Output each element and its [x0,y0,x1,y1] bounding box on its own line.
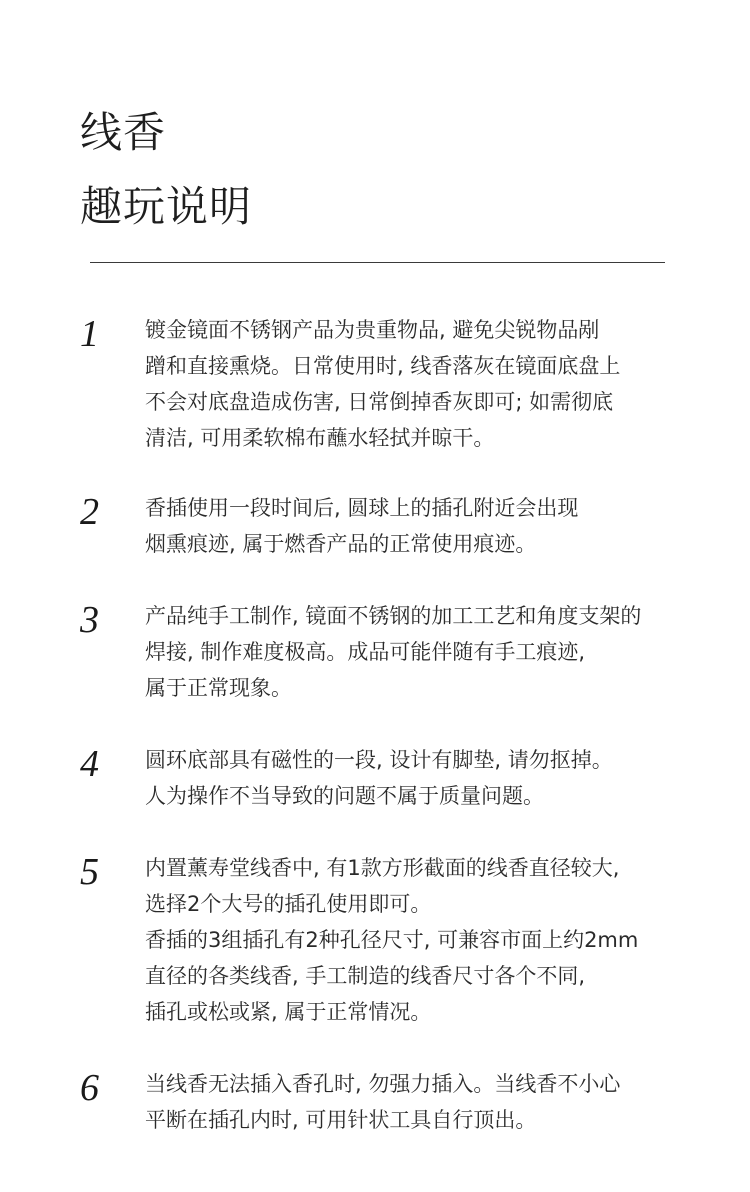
item-text-line: 插孔或松或紧, 属于正常情况。 [145,1000,432,1024]
item-text-line: 镀金镜面不锈钢产品为贵重物品, 避免尖锐物品剐 [145,318,600,342]
item-text [145,850,675,1030]
item-number: 6 [80,1067,99,1109]
title-divider [90,262,665,263]
item-text-line: 选择2个大号的插孔使用即可。 [145,892,432,916]
item-text-line: 当线香无法插入香孔时, 勿强力插入。当线香不小心 [145,1072,621,1096]
item-number: 3 [80,599,99,641]
item-text [145,742,675,814]
item-text-line: 烟熏痕迹, 属于燃香产品的正常使用痕迹。 [145,532,537,556]
item-text-line: 人为操作不当导致的问题不属于质量问题。 [145,784,544,808]
page-title-line-2: 趣玩说明 [80,182,253,231]
item-number: 5 [80,851,99,893]
item-text-line: 属于正常现象。 [145,676,292,700]
item-text-line: 不会对底盘造成伤害, 日常倒掉香灰即可; 如需彻底 [145,390,614,414]
item-text [145,312,675,456]
item-text-line: 清洁, 可用柔软棉布蘸水轻拭并晾干。 [145,426,495,450]
item-text-line: 香插的3组插孔有2种孔径尺寸, 可兼容市面上约2mm [145,928,639,952]
item-text-line: 直径的各类线香, 手工制造的线香尺寸各个不同, [145,964,586,988]
item-text-line: 平断在插孔内时, 可用针状工具自行顶出。 [145,1108,537,1132]
item-number: 1 [80,313,99,355]
item-text-line: 产品纯手工制作, 镜面不锈钢的加工工艺和角度支架的 [145,604,642,628]
page-title [80,96,252,244]
item-number: 4 [80,743,99,785]
item-text [145,598,675,706]
item-text-line: 内置薰寿堂线香中, 有1款方形截面的线香直径较大, [145,856,620,880]
item-text [145,1066,675,1138]
item-text [145,490,675,562]
item-text-line: 香插使用一段时间后, 圆球上的插孔附近会出现 [145,496,579,520]
item-number: 2 [80,491,99,533]
item-text-line: 圆环底部具有磁性的一段, 设计有脚垫, 请勿抠掉。 [145,748,613,772]
item-text-line: 蹭和直接熏烧。日常使用时, 线香落灰在镜面底盘上 [145,354,621,378]
page-title-line-1: 线香 [80,108,167,157]
item-text-line: 焊接, 制作难度极高。成品可能伴随有手工痕迹, [145,640,586,664]
